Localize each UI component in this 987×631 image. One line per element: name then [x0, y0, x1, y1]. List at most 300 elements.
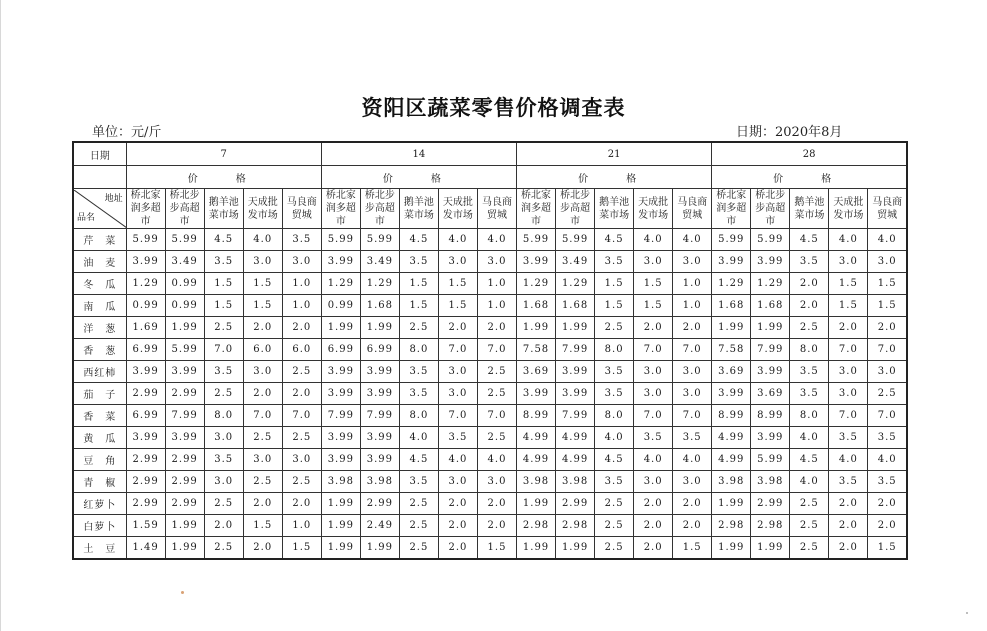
- vegetable-name: 黄 瓜: [73, 427, 126, 449]
- price-cell: 3.5: [634, 427, 673, 449]
- price-cell: 6.0: [243, 339, 282, 361]
- price-cell: 3.99: [321, 449, 360, 471]
- market-header: 马良商贸城: [477, 189, 516, 229]
- market-header: 鹅羊池菜市场: [790, 189, 829, 229]
- price-cell: 4.5: [595, 449, 634, 471]
- price-cell: 1.0: [282, 295, 321, 317]
- price-cell: 3.5: [595, 251, 634, 273]
- price-cell: 5.99: [165, 339, 204, 361]
- price-cell: 2.0: [282, 383, 321, 405]
- price-cell: 1.29: [126, 273, 165, 295]
- price-cell: 1.29: [517, 273, 556, 295]
- price-cell: 7.99: [360, 405, 399, 427]
- market-row: [73, 189, 907, 229]
- market-header: 马良商贸城: [868, 189, 907, 229]
- table-row: [73, 493, 907, 515]
- price-cell: 3.0: [634, 471, 673, 493]
- price-cell: 3.99: [517, 251, 556, 273]
- price-cell: 2.0: [477, 515, 516, 537]
- price-cell: 1.0: [673, 273, 712, 295]
- price-cell: 3.99: [126, 361, 165, 383]
- price-cell: 3.0: [243, 449, 282, 471]
- price-cell: 3.5: [399, 471, 438, 493]
- price-cell: 2.5: [282, 471, 321, 493]
- price-cell: 3.5: [399, 251, 438, 273]
- price-cell: 2.98: [517, 515, 556, 537]
- price-cell: 1.68: [360, 295, 399, 317]
- price-cell: 3.0: [243, 251, 282, 273]
- price-cell: 3.5: [399, 361, 438, 383]
- price-cell: 1.0: [673, 295, 712, 317]
- price-cell: 2.5: [868, 383, 907, 405]
- price-cell: 7.0: [634, 405, 673, 427]
- price-cell: 1.99: [321, 537, 360, 560]
- price-cell: 3.49: [360, 251, 399, 273]
- price-cell: 4.0: [477, 229, 516, 251]
- price-cell: 3.98: [751, 471, 790, 493]
- price-cell: 8.0: [595, 339, 634, 361]
- price-cell: 1.5: [399, 295, 438, 317]
- price-cell: 2.99: [165, 471, 204, 493]
- price-cell: 3.5: [868, 427, 907, 449]
- price-cell: 3.0: [868, 361, 907, 383]
- price-cell: 5.99: [165, 229, 204, 251]
- price-cell: 3.0: [438, 361, 477, 383]
- price-cell: 1.99: [517, 493, 556, 515]
- price-cell: 1.5: [634, 273, 673, 295]
- price-cell: 3.99: [751, 427, 790, 449]
- price-cell: 3.5: [829, 427, 868, 449]
- market-header: 桥北家润多超市: [126, 189, 165, 229]
- market-header: 鹅羊池菜市场: [595, 189, 634, 229]
- price-cell: 5.99: [360, 229, 399, 251]
- price-cell: 2.99: [165, 493, 204, 515]
- price-cell: 3.99: [165, 361, 204, 383]
- table-row: [73, 405, 907, 427]
- price-cell: 5.99: [126, 229, 165, 251]
- price-cell: 1.5: [477, 537, 516, 560]
- market-header: 桥北步步高超市: [165, 189, 204, 229]
- price-cell: 2.5: [282, 427, 321, 449]
- price-cell: 2.5: [595, 317, 634, 339]
- price-cell: 1.5: [829, 295, 868, 317]
- price-cell: 7.58: [712, 339, 751, 361]
- table-row: [73, 427, 907, 449]
- price-cell: 3.99: [126, 251, 165, 273]
- price-cell: 3.0: [438, 383, 477, 405]
- price-cell: 3.0: [477, 471, 516, 493]
- price-cell: 1.68: [712, 295, 751, 317]
- price-cell: 3.5: [790, 251, 829, 273]
- price-cell: 2.5: [204, 317, 243, 339]
- price-cell: 3.0: [282, 251, 321, 273]
- price-cell: 2.5: [790, 515, 829, 537]
- price-cell: 2.99: [751, 493, 790, 515]
- price-cell: 4.0: [438, 229, 477, 251]
- price-cell: 2.99: [126, 471, 165, 493]
- price-cell: 3.99: [165, 427, 204, 449]
- price-cell: 3.99: [751, 251, 790, 273]
- price-table: [72, 141, 908, 560]
- price-cell: 1.29: [360, 273, 399, 295]
- corner-diagonal: [74, 190, 126, 228]
- vegetable-name: 芹 菜: [73, 229, 126, 251]
- price-cell: 7.0: [634, 339, 673, 361]
- price-cell: 0.99: [126, 295, 165, 317]
- price-cell: 7.0: [243, 405, 282, 427]
- price-cell: 2.0: [282, 317, 321, 339]
- price-cell: 8.0: [399, 339, 438, 361]
- price-cell: 3.49: [165, 251, 204, 273]
- price-cell: 5.99: [751, 229, 790, 251]
- price-cell: 2.0: [829, 493, 868, 515]
- price-cell: 4.0: [829, 449, 868, 471]
- price-cell: 1.68: [556, 295, 595, 317]
- price-cell: 1.99: [751, 317, 790, 339]
- price-cell: 1.99: [165, 317, 204, 339]
- corner-cell: [73, 189, 126, 229]
- price-cell: 2.5: [790, 493, 829, 515]
- price-cell: 3.99: [360, 449, 399, 471]
- price-cell: 3.99: [321, 427, 360, 449]
- price-cell: 0.99: [321, 295, 360, 317]
- vegetable-name: 豆 角: [73, 449, 126, 471]
- price-cell: 2.5: [204, 383, 243, 405]
- price-cell: 5.99: [517, 229, 556, 251]
- price-cell: 3.0: [829, 251, 868, 273]
- price-cell: 2.0: [204, 515, 243, 537]
- price-header: 价 格: [126, 166, 321, 189]
- price-cell: 3.98: [360, 471, 399, 493]
- price-cell: 8.99: [712, 405, 751, 427]
- price-cell: 2.99: [556, 493, 595, 515]
- date-row: [73, 142, 907, 166]
- price-cell: 3.5: [790, 361, 829, 383]
- price-cell: 7.99: [751, 339, 790, 361]
- price-row: [73, 166, 907, 189]
- market-header: 天成批发市场: [829, 189, 868, 229]
- price-cell: 1.5: [595, 295, 634, 317]
- market-header: 桥北步步高超市: [360, 189, 399, 229]
- day-header: 28: [712, 142, 907, 166]
- price-cell: 5.99: [321, 229, 360, 251]
- table-row: [73, 471, 907, 493]
- price-cell: 2.0: [243, 317, 282, 339]
- price-cell: 1.68: [751, 295, 790, 317]
- price-cell: 3.99: [321, 361, 360, 383]
- price-cell: 3.98: [321, 471, 360, 493]
- price-cell: 3.98: [712, 471, 751, 493]
- price-cell: 0.99: [165, 295, 204, 317]
- price-cell: 1.99: [556, 317, 595, 339]
- price-cell: 8.0: [399, 405, 438, 427]
- price-cell: 3.69: [751, 383, 790, 405]
- price-cell: 3.0: [829, 361, 868, 383]
- price-cell: 3.0: [438, 251, 477, 273]
- price-cell: 2.5: [204, 537, 243, 560]
- price-cell: 4.0: [595, 427, 634, 449]
- vegetable-name: 洋 葱: [73, 317, 126, 339]
- price-cell: 4.5: [790, 229, 829, 251]
- price-cell: 1.5: [204, 273, 243, 295]
- table-row: [73, 273, 907, 295]
- price-cell: 8.99: [751, 405, 790, 427]
- price-cell: 2.0: [790, 295, 829, 317]
- price-cell: 1.99: [360, 537, 399, 560]
- price-cell: 3.99: [556, 361, 595, 383]
- price-cell: 2.98: [556, 515, 595, 537]
- corner-top-label: 地址: [104, 193, 123, 204]
- price-cell: 3.49: [556, 251, 595, 273]
- price-cell: 1.29: [751, 273, 790, 295]
- price-cell: 2.5: [477, 361, 516, 383]
- vegetable-name: 冬 瓜: [73, 273, 126, 295]
- price-cell: 8.0: [595, 405, 634, 427]
- price-cell: 4.5: [399, 449, 438, 471]
- price-header: 价 格: [321, 166, 516, 189]
- price-cell: 2.0: [673, 515, 712, 537]
- price-cell: 2.0: [438, 515, 477, 537]
- price-cell: 4.0: [634, 229, 673, 251]
- day-header: 14: [321, 142, 516, 166]
- table-row: [73, 537, 907, 560]
- price-cell: 3.5: [595, 383, 634, 405]
- price-cell: 1.5: [282, 537, 321, 560]
- price-cell: 5.99: [712, 229, 751, 251]
- table-row: [73, 251, 907, 273]
- price-cell: 7.0: [673, 339, 712, 361]
- price-cell: 2.5: [595, 493, 634, 515]
- market-header: 天成批发市场: [243, 189, 282, 229]
- price-cell: 2.5: [399, 493, 438, 515]
- price-cell: 1.69: [126, 317, 165, 339]
- market-header: 桥北家润多超市: [712, 189, 751, 229]
- price-cell: 2.0: [829, 317, 868, 339]
- market-header: 桥北步步高超市: [751, 189, 790, 229]
- price-cell: 4.99: [556, 449, 595, 471]
- market-header: 天成批发市场: [634, 189, 673, 229]
- price-cell: 6.99: [360, 339, 399, 361]
- table-row: [73, 515, 907, 537]
- price-cell: 7.0: [438, 405, 477, 427]
- price-cell: 2.5: [595, 537, 634, 560]
- price-cell: 3.5: [595, 471, 634, 493]
- price-cell: 3.99: [321, 383, 360, 405]
- price-cell: 6.0: [282, 339, 321, 361]
- price-cell: 2.5: [595, 515, 634, 537]
- price-cell: 2.0: [790, 273, 829, 295]
- price-cell: 3.99: [360, 383, 399, 405]
- price-cell: 2.5: [790, 317, 829, 339]
- price-cell: 4.0: [399, 427, 438, 449]
- price-cell: 3.0: [204, 427, 243, 449]
- price-cell: 1.99: [712, 317, 751, 339]
- price-cell: 2.98: [751, 515, 790, 537]
- market-header: 天成批发市场: [438, 189, 477, 229]
- price-cell: 2.0: [829, 515, 868, 537]
- price-cell: 1.99: [165, 537, 204, 560]
- day-header: 7: [126, 142, 321, 166]
- price-cell: 7.99: [165, 405, 204, 427]
- price-cell: 4.99: [712, 427, 751, 449]
- price-cell: 7.58: [517, 339, 556, 361]
- price-cell: 1.99: [321, 317, 360, 339]
- market-header: 桥北步步高超市: [556, 189, 595, 229]
- price-cell: 3.5: [204, 449, 243, 471]
- vegetable-name: 白萝卜: [73, 515, 126, 537]
- price-cell: 3.5: [868, 471, 907, 493]
- price-cell: 1.29: [712, 273, 751, 295]
- price-cell: 3.5: [399, 383, 438, 405]
- price-cell: 3.0: [829, 383, 868, 405]
- date-label: 日期：2020年8月: [736, 125, 843, 140]
- price-cell: 1.99: [751, 537, 790, 560]
- price-cell: 2.0: [673, 493, 712, 515]
- market-header: 桥北家润多超市: [321, 189, 360, 229]
- price-cell: 2.0: [868, 493, 907, 515]
- price-cell: 2.99: [360, 493, 399, 515]
- price-header: 价 格: [517, 166, 712, 189]
- price-cell: 2.5: [243, 427, 282, 449]
- price-cell: 1.5: [634, 295, 673, 317]
- price-cell: 7.0: [868, 405, 907, 427]
- vegetable-name: 土 豆: [73, 537, 126, 560]
- price-cell: 3.99: [360, 427, 399, 449]
- unit-label: 单位：元/斤: [92, 125, 162, 140]
- price-cell: 2.0: [243, 537, 282, 560]
- price-cell: 7.0: [477, 339, 516, 361]
- price-cell: 5.99: [751, 449, 790, 471]
- price-cell: 1.99: [712, 493, 751, 515]
- price-cell: 1.99: [360, 317, 399, 339]
- price-cell: 4.0: [829, 229, 868, 251]
- price-cell: 4.0: [477, 449, 516, 471]
- price-cell: 3.5: [790, 383, 829, 405]
- price-cell: 3.99: [751, 361, 790, 383]
- price-cell: 1.5: [595, 273, 634, 295]
- price-cell: 3.99: [712, 251, 751, 273]
- price-cell: 3.5: [595, 361, 634, 383]
- price-cell: 1.5: [868, 273, 907, 295]
- market-header: 鹅羊池菜市场: [399, 189, 438, 229]
- table-row: [73, 339, 907, 361]
- price-cell: 3.5: [438, 427, 477, 449]
- price-cell: 3.0: [634, 383, 673, 405]
- price-row-blank: [73, 166, 126, 189]
- price-cell: 3.99: [360, 361, 399, 383]
- price-cell: 2.0: [634, 537, 673, 560]
- price-cell: 1.99: [517, 317, 556, 339]
- price-cell: 1.5: [868, 537, 907, 560]
- price-cell: 3.0: [673, 361, 712, 383]
- price-cell: 2.0: [477, 317, 516, 339]
- price-cell: 2.5: [477, 427, 516, 449]
- price-cell: 7.99: [556, 405, 595, 427]
- price-header: 价 格: [712, 166, 907, 189]
- price-cell: 5.99: [556, 229, 595, 251]
- price-cell: 1.59: [126, 515, 165, 537]
- price-cell: 3.5: [673, 427, 712, 449]
- price-cell: 2.5: [477, 383, 516, 405]
- price-cell: 1.5: [399, 273, 438, 295]
- price-cell: 1.68: [517, 295, 556, 317]
- price-cell: 2.0: [477, 493, 516, 515]
- price-cell: 7.0: [673, 405, 712, 427]
- scan-speck: [181, 591, 184, 594]
- price-cell: 2.5: [243, 471, 282, 493]
- price-cell: 7.0: [204, 339, 243, 361]
- price-cell: 2.5: [790, 537, 829, 560]
- price-cell: 4.0: [243, 229, 282, 251]
- price-cell: 1.99: [321, 515, 360, 537]
- price-cell: 1.99: [556, 537, 595, 560]
- price-cell: 3.0: [282, 449, 321, 471]
- price-cell: 3.99: [712, 383, 751, 405]
- price-cell: 3.99: [321, 251, 360, 273]
- price-cell: 7.0: [477, 405, 516, 427]
- price-cell: 2.99: [126, 449, 165, 471]
- price-cell: 6.99: [126, 339, 165, 361]
- price-cell: 2.5: [399, 515, 438, 537]
- price-cell: 4.0: [790, 427, 829, 449]
- market-header: 马良商贸城: [282, 189, 321, 229]
- market-header: 鹅羊池菜市场: [204, 189, 243, 229]
- price-cell: 4.99: [517, 427, 556, 449]
- price-cell: 2.99: [165, 449, 204, 471]
- price-cell: 3.0: [243, 361, 282, 383]
- price-cell: 7.0: [829, 405, 868, 427]
- price-cell: 2.99: [126, 383, 165, 405]
- price-cell: 4.0: [673, 449, 712, 471]
- price-cell: 3.0: [673, 471, 712, 493]
- document-title: 资阳区蔬菜零售价格调查表: [361, 96, 626, 120]
- price-cell: 1.99: [165, 515, 204, 537]
- price-cell: 1.0: [477, 273, 516, 295]
- price-cell: 2.99: [126, 493, 165, 515]
- price-cell: 8.99: [517, 405, 556, 427]
- price-cell: 2.0: [438, 493, 477, 515]
- price-cell: 2.5: [204, 493, 243, 515]
- price-cell: 6.99: [126, 405, 165, 427]
- price-cell: 1.29: [321, 273, 360, 295]
- scan-speck: [966, 612, 968, 614]
- vegetable-name: 茄 子: [73, 383, 126, 405]
- vegetable-name: 香 菜: [73, 405, 126, 427]
- price-cell: 2.5: [399, 537, 438, 560]
- price-cell: 1.5: [868, 295, 907, 317]
- price-cell: 2.0: [438, 317, 477, 339]
- price-cell: 2.0: [868, 515, 907, 537]
- price-cell: 2.0: [634, 317, 673, 339]
- price-cell: 3.5: [829, 471, 868, 493]
- vegetable-name: 油 麦: [73, 251, 126, 273]
- market-header: 桥北家润多超市: [517, 189, 556, 229]
- price-cell: 1.29: [556, 273, 595, 295]
- price-cell: 2.0: [868, 317, 907, 339]
- price-cell: 1.5: [829, 273, 868, 295]
- price-cell: 8.0: [790, 339, 829, 361]
- price-cell: 1.99: [712, 537, 751, 560]
- price-cell: 3.98: [517, 471, 556, 493]
- price-cell: 1.99: [321, 493, 360, 515]
- price-cell: 2.0: [634, 493, 673, 515]
- price-cell: 4.0: [868, 449, 907, 471]
- price-cell: 3.0: [868, 251, 907, 273]
- price-cell: 2.0: [634, 515, 673, 537]
- table-row: [73, 383, 907, 405]
- price-cell: 2.0: [829, 537, 868, 560]
- table-row: [73, 317, 907, 339]
